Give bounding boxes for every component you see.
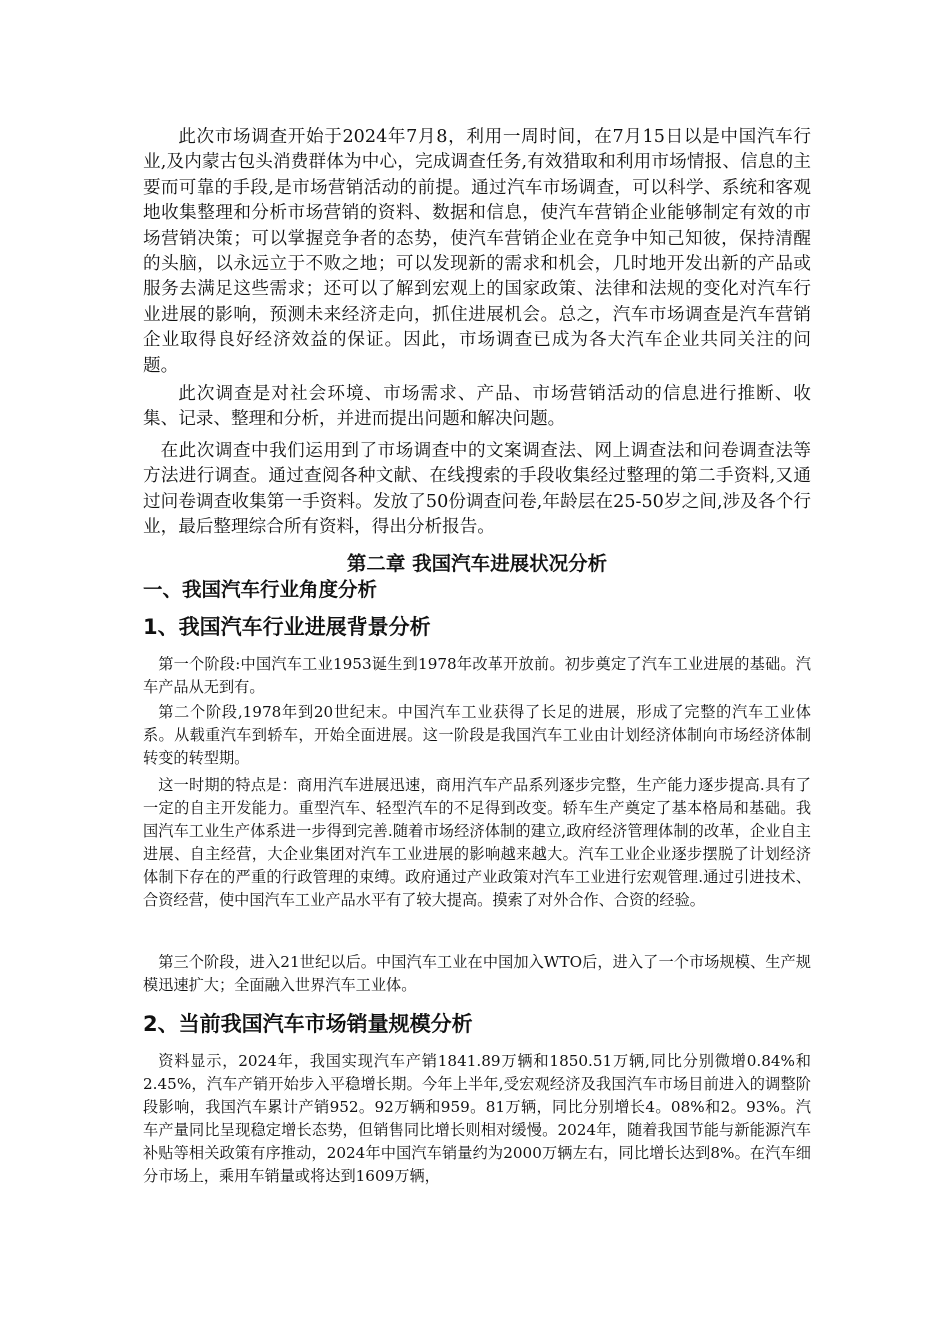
stage-paragraph-2: 第二个阶段,1978年到20世纪末。中国汽车工业获得了长足的进展，形成了完整的汽车工业体系。从载重汽车到轿车，开始全面进展。这一阶段是我国汽车工业由计划经济体制向市场经济体制转变的转型期。 (143, 703, 811, 767)
intro-paragraph-3: 在此次调查中我们运用到了市场调查中的文案调查法、网上调查法和问卷调查法等方法进行调查。通过查阅各种文献、在线搜索的手段收集经过整理的第二手资料,又通过问卷调查收集第一手资料。发放了50份调查问卷,年龄层在25-50岁之间,涉及各个行业，最后整理综合所有资料，得出分析报告。 (143, 441, 811, 538)
subsection-heading-1: 1、我国汽车行业进展背景分析 (143, 615, 431, 639)
stage-paragraph-4: 第三个阶段，进入21世纪以后。中国汽车工业在中国加入WTO后，进入了一个市场规模、生产规模迅速扩大；全面融入世界汽车工业体。 (143, 953, 811, 994)
section-heading-1: 一、我国汽车行业角度分析 (143, 578, 378, 601)
subsection-heading-2: 2、当前我国汽车市场销量规模分析 (143, 1012, 473, 1036)
stage-paragraph-1: 第一个阶段:中国汽车工业1953诞生到1978年改革开放前。初步奠定了汽车工业进展的基础。汽车产品从无到有。 (143, 655, 811, 696)
intro-paragraph-2: 此次调查是对社会环境、市场需求、产品、市场营销活动的信息进行推断、收集、记录、整理和分析，并进而提出问题和解决问题。 (143, 384, 811, 430)
sales-paragraph: 资料显示，2024年，我国实现汽车产销1841.89万辆和1850.51万辆,同比分别微增0.84%和2.45%，汽车产销开始步入平稳增长期。今年上半年,受宏观经济及我国汽车市场目前进入的调整阶段影响，我国汽车累计产销952。92万辆和959。81万辆，同比分别增长4。08%和2。93%。汽车产量同比呈现稳定增长态势，但销售同比增长则相对缓慢。2024年，随着我国节能与新能源汽车补贴等相关政策有序推动，2024年中国汽车销量约为2000万辆左右，同比增长达到8%。在汽车细分市场上，乘用车销量或将达到1609万辆， (143, 1052, 811, 1185)
chapter-title: 第二章 我国汽车进展状况分析 (346, 552, 608, 575)
intro-paragraph-1: 此次市场调查开始于2024年7月8，利用一周时间，在7月15日以是中国汽车行业,及内蒙古包头消费群体为中心，完成调查任务,有效猎取和利用市场情报、信息的主要而可靠的手段,是市场营销活动的前提。通过汽车市场调查，可以科学、系统和客观地收集整理和分析市场营销的资料、数据和信息，使汽车营销企业能够制定有效的市场营销决策；可以掌握竞争者的态势，使汽车营销企业在竞争中知己知彼，保持清醒的头脑，以永远立于不败之地；可以发现新的需求和机会，几时地开发出新的产品或服务去满足这些需求；还可以了解到宏观上的国家政策、法律和法规的变化对汽车行业进展的影响，预测未来经济走向，抓住进展机会。总之，汽车市场调查是汽车营销企业取得良好经济效益的保证。因此，市场调查已成为各大汽车企业共同关注的问题。 (143, 127, 811, 376)
stage-paragraph-3: 这一时期的特点是：商用汽车进展迅速，商用汽车产品系列逐步完整，生产能力逐步提高.具有了一定的自主开发能力。重型汽车、轻型汽车的不足得到改变。轿车生产奠定了基本格局和基础。我国汽车工业生产体系进一步得到完善.随着市场经济体制的建立,政府经济管理体制的改革，企业自主进展、自主经营，大企业集团对汽车工业进展的影响越来越大。汽车工业企业逐步摆脱了计划经济体制下存在的严重的行政管理的束缚。政府通过产业政策对汽车工业进行宏观管理.通过引进技术、合资经营，使中国汽车工业产品水平有了较大提高。摸索了对外合作、合资的经验。 (143, 776, 811, 909)
